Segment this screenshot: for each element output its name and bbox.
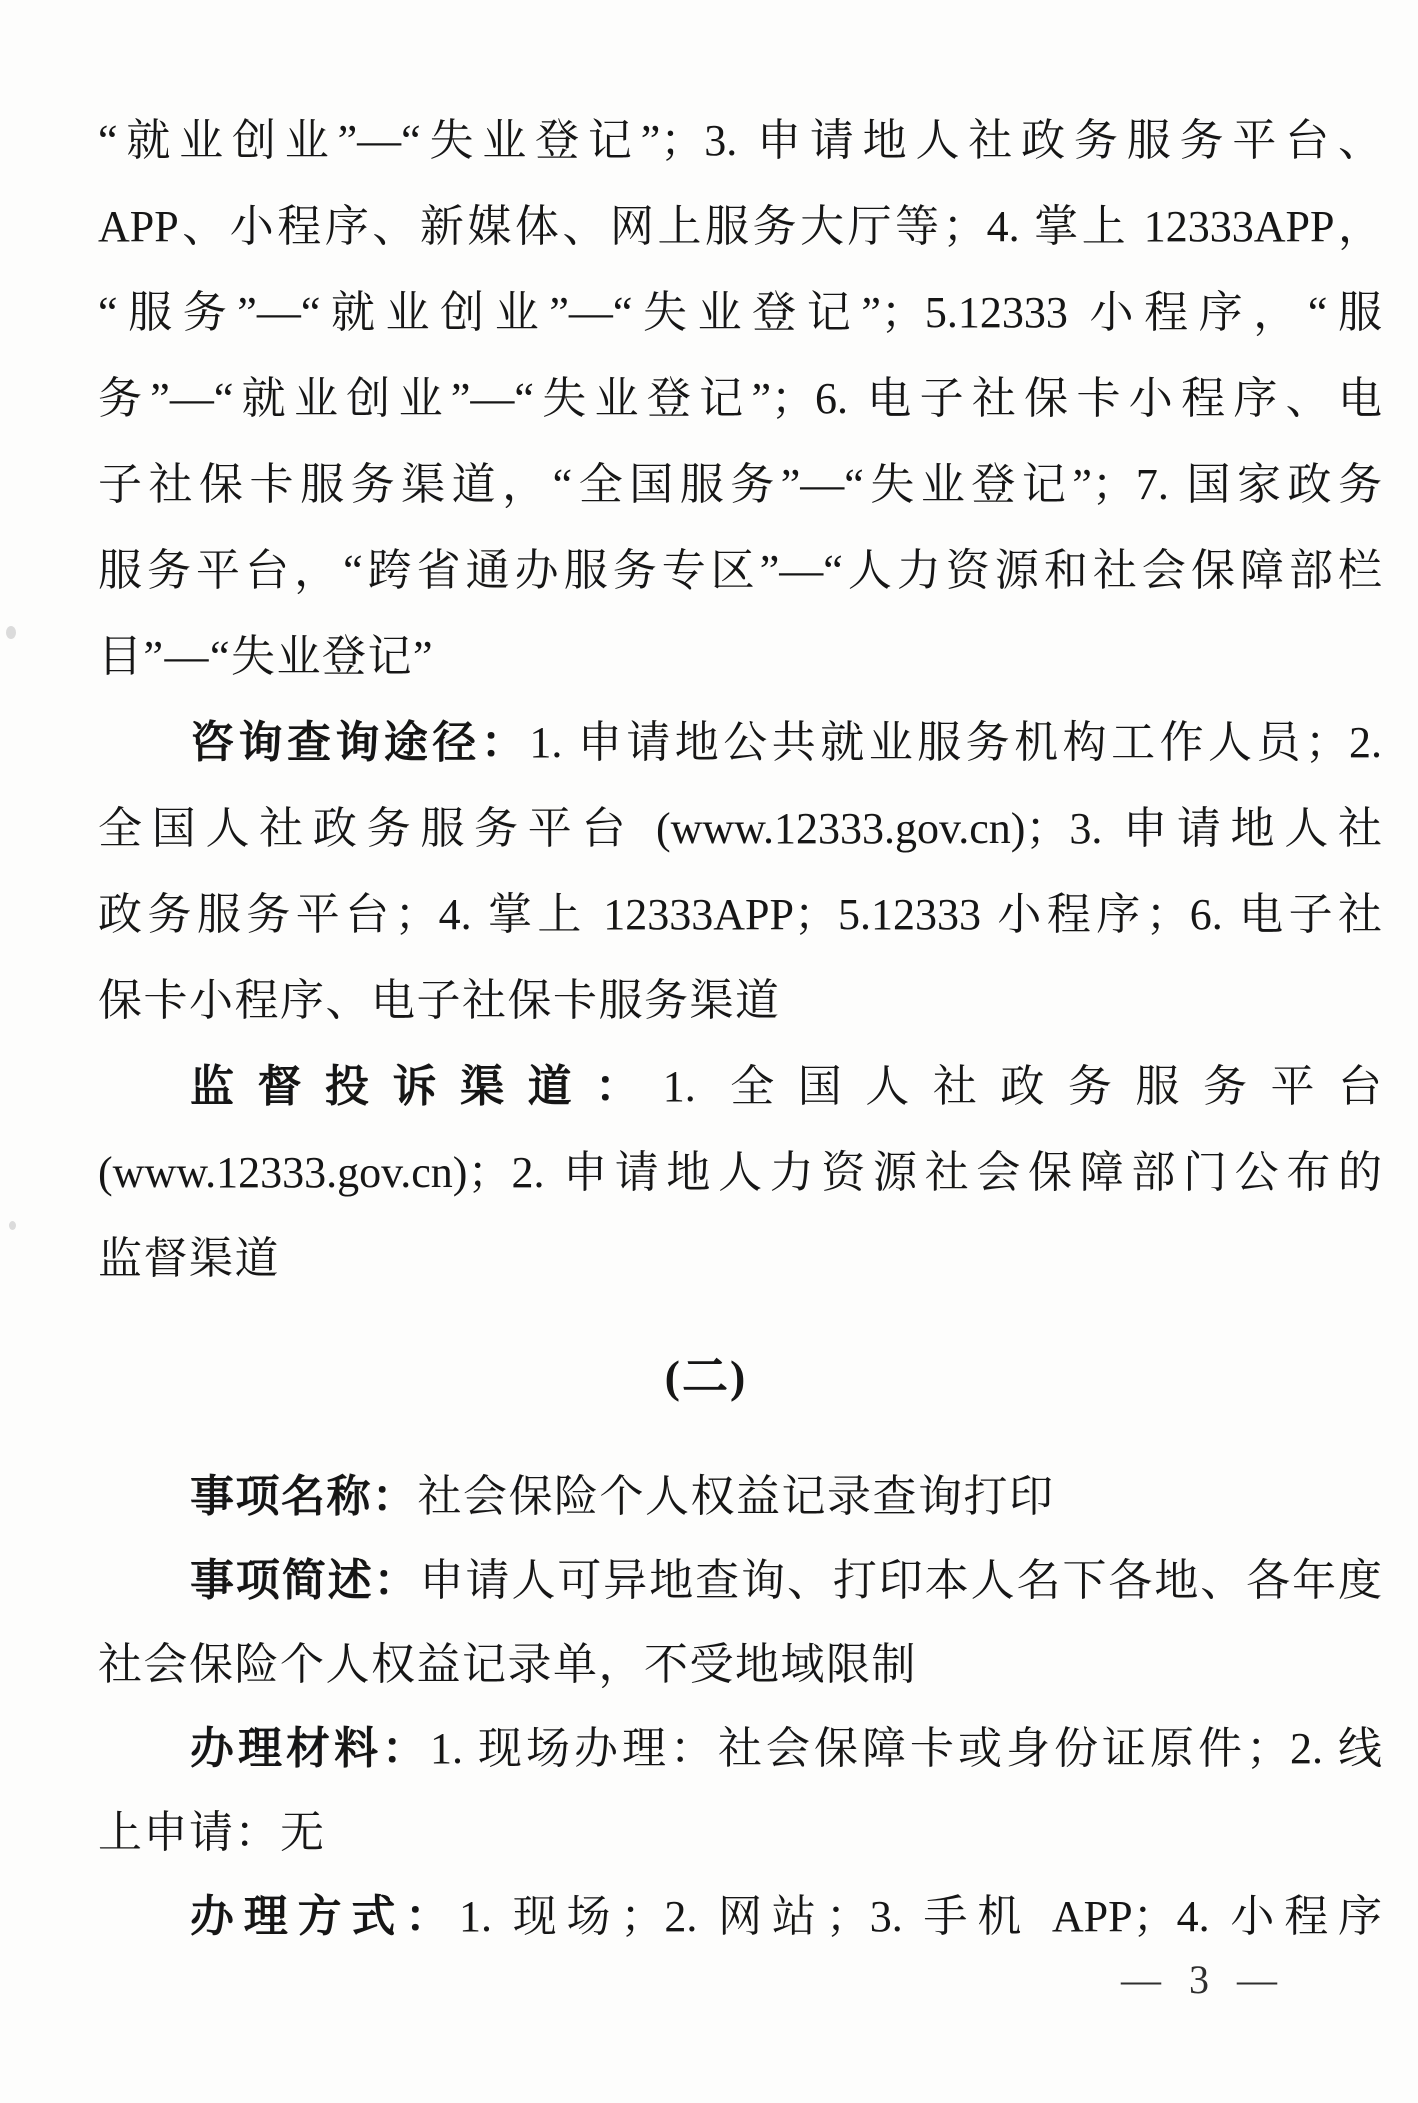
- page-number: — 3 —: [1121, 1957, 1286, 2002]
- text-line: [98, 356, 1382, 442]
- text-line: [98, 442, 1382, 528]
- line-text: 全国人社政务服务平台 (www.12333.gov.cn)；3. 申请地人社: [98, 804, 1382, 853]
- scan-artifact: [6, 626, 16, 639]
- text-line: [98, 700, 1382, 786]
- text-line: [98, 786, 1382, 872]
- line-text: 监督渠道: [98, 1234, 280, 1283]
- text-line: [98, 1539, 1382, 1623]
- text-line: [98, 614, 1382, 700]
- line-text: 申请人可异地查询、打印本人名下各地、各年度: [419, 1556, 1382, 1605]
- text-line: [98, 1707, 1382, 1791]
- field-label-item-summary: 事项简述：: [190, 1556, 420, 1605]
- text-line: [98, 1044, 1382, 1130]
- document-body: [98, 98, 1382, 1959]
- line-text: “服务”—“就业创业”—“失业登记”；5.12333 小程序，“服: [98, 288, 1382, 337]
- line-text: 服务平台，“跨省通办服务专区”—“人力资源和社会保障部栏: [98, 546, 1382, 595]
- line-text: 务”—“就业创业”—“失业登记”；6. 电子社保卡小程序、电: [98, 374, 1382, 423]
- text-line: [98, 528, 1382, 614]
- field-label-supervision-channels: 监督投诉渠道：: [190, 1062, 663, 1111]
- section-2: [98, 1455, 1382, 1959]
- line-text: 目”—“失业登记”: [98, 632, 435, 681]
- line-text: (www.12333.gov.cn)；2. 申请地人力资源社会保障部门公布的: [98, 1148, 1382, 1197]
- text-line: [98, 184, 1382, 270]
- line-text: 1. 全国人社政务服务平台: [662, 1062, 1382, 1111]
- line-text: 政务服务平台；4. 掌上 12333APP；5.12333 小程序；6. 电子社: [98, 890, 1382, 939]
- line-text: 上申请：无: [98, 1808, 326, 1857]
- line-text: APP、小程序、新媒体、网上服务大厅等；4. 掌上 12333APP，: [98, 202, 1382, 251]
- scan-artifact: [9, 1221, 16, 1230]
- text-line: [98, 958, 1382, 1044]
- text-line: [98, 1623, 1382, 1707]
- text-line: [98, 1791, 1382, 1875]
- section-heading: (二): [664, 1351, 748, 1402]
- line-text: 保卡小程序、电子社保卡服务渠道: [98, 976, 781, 1025]
- line-text: 社会保险个人权益记录单，不受地域限制: [98, 1640, 917, 1689]
- line-text: 1. 现场办理：社会保障卡或身份证原件；2. 线: [430, 1724, 1382, 1773]
- field-label-materials: 办理材料：: [190, 1724, 430, 1773]
- text-line: [98, 1130, 1382, 1216]
- field-label-consult-channels: 咨询查询途径：: [190, 718, 530, 767]
- line-text: 子社保卡服务渠道，“全国服务”—“失业登记”；7. 国家政务: [98, 460, 1382, 509]
- line-text: 1. 现场；2. 网站；3. 手机 APP；4. 小程序: [458, 1892, 1382, 1941]
- line-text: 1. 申请地公共就业服务机构工作人员；2.: [529, 718, 1382, 767]
- field-label-methods: 办理方式：: [190, 1892, 459, 1941]
- text-line: [98, 1875, 1382, 1959]
- text-line: [98, 1216, 1382, 1302]
- field-label-item-name: 事项名称：: [190, 1472, 418, 1521]
- text-line: [98, 1455, 1382, 1539]
- line-text: “就业创业”—“失业登记”；3. 申请地人社政务服务平台、: [98, 116, 1382, 165]
- text-line: [98, 270, 1382, 356]
- text-line: [98, 98, 1382, 184]
- line-text: 社会保险个人权益记录查询打印: [417, 1472, 1055, 1521]
- text-line: [98, 872, 1382, 958]
